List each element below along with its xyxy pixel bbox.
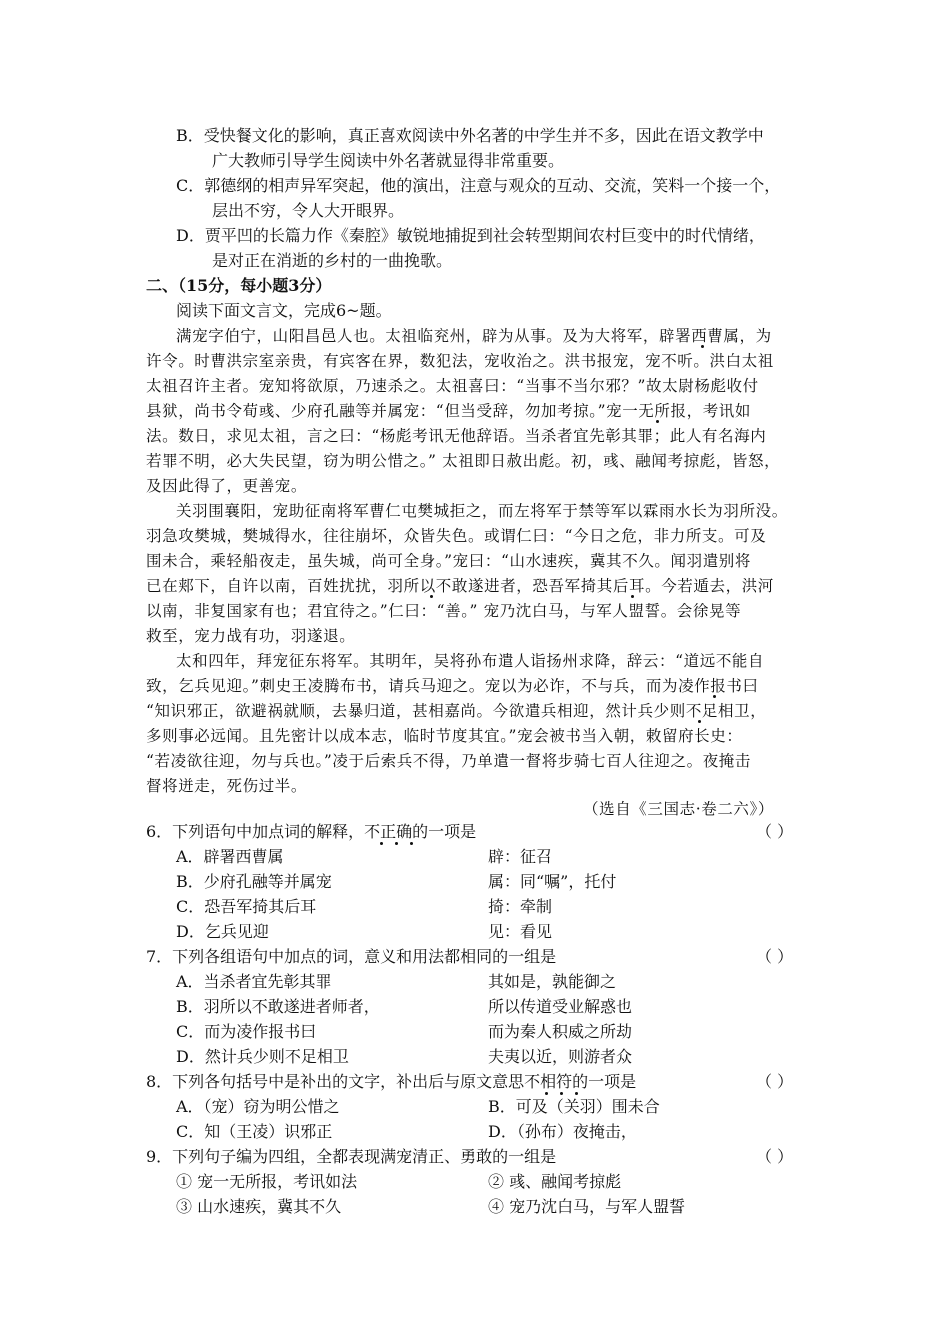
q9-item-1: ① 宠一无所报，考讯如法 [176, 1172, 358, 1191]
passage-line: 救至，宠力战有功，羽遂退。 [146, 627, 356, 645]
option-d-line1: D．贾平凹的长篇力作《秦腔》敏锐地捕捉到社会转型期间农村巨变中的时代情绪， [176, 226, 765, 245]
q7-option-b[interactable]: B．羽所以不敢遂进者师者， [176, 997, 380, 1016]
emphasis-dot [631, 595, 634, 598]
q6-option-c[interactable]: C．恐吾军掎其后耳 [176, 897, 317, 916]
passage-line: 县狱，尚书令荀彧、少府孔融等并属宠：“但当受辞，勿加考掠。”宠一无所报，考讯如 [146, 402, 752, 420]
q6-option-b-gloss: 属：同“嘱”，托付 [488, 872, 617, 891]
question-9-stem: 9．下列句子编为四组，全都表现满宠清正、勇敢的一组是 [146, 1147, 557, 1166]
q9-item-2: ② 彧、融闻考掠彪 [488, 1172, 622, 1191]
passage-line: 督将迸走，死伤过半。 [146, 777, 308, 795]
passage-line: 关羽围襄阳，宠助征南将军曹仁屯樊城拒之，而左将军于禁等军以霖雨水长为羽所没。 [176, 502, 788, 520]
emphasis-dot [656, 420, 659, 423]
q7-option-d[interactable]: D．然计兵少则不足相卫 [176, 1047, 349, 1066]
q7-option-c-compare: 而为秦人积威之所劫 [488, 1022, 633, 1041]
q7-option-a[interactable]: A．当杀者宜先彰其罪 [176, 972, 332, 991]
passage-line: “知识邪正，欲避祸就顺，去暴归道，甚相嘉尚。今欲遣兵相迎，然计兵少则不足相卫， [146, 702, 767, 720]
emphasis-dot [698, 720, 701, 723]
q6-option-a-gloss: 辟：征召 [488, 847, 553, 866]
passage-line: 满宠字伯宁，山阳昌邑人也。太祖临兖州，辟为从事。及为大将军，辟署西曹属，为 [176, 327, 772, 345]
passage-source: （选自《三国志·卷二六》） [583, 800, 774, 818]
emphasis-dot [713, 695, 716, 698]
passage-line: 致，乞兵见迎。”刺史王凌腾布书，请兵马迎之。宠以为必诈，不与兵，而为凌作报书曰 [146, 677, 759, 695]
question-8-stem: 8．下列各句括号中是补出的文字，补出后与原文意思不相符的一项是 [146, 1072, 637, 1091]
passage-line: 多则事必远闻。且先密计以成本志，临时节度其宜。”宠会被书当入朝，敕留府长史： [146, 727, 743, 745]
passage-line: 以南，非复国家有也；君宜待之。”仁曰：“善。” 宠乃沈白马，与军人盟誓。会徐晃等 [146, 602, 742, 620]
passage-line: 若罪不明，必大失民望，窃为明公惜之。” 太祖即日赦出彪。初，彧、融闻考掠彪，皆怒， [146, 452, 781, 470]
passage-line: 已在郏下，自许以南，百姓扰扰，羽所以不敢遂进者，恐吾军掎其后耳。今若遁去，洪河 [146, 577, 774, 595]
q7-option-b-compare: 所以传道受业解惑也 [488, 997, 633, 1016]
question-9-answer-blank[interactable]: （ ） [756, 1147, 794, 1166]
emphasis-dot [430, 595, 433, 598]
q6-option-d-gloss: 见：看见 [488, 922, 553, 941]
question-7-stem: 7．下列各组语句中加点的词，意义和用法都相同的一组是 [146, 947, 557, 966]
q8-option-d[interactable]: D．（孙布）夜掩击， [488, 1122, 637, 1141]
emphasis-dot [395, 842, 398, 845]
q6-option-a[interactable]: A．辟署西曹属 [176, 847, 284, 866]
q9-item-4: ④ 宠乃沈白马，与军人盟誓 [488, 1197, 686, 1216]
q8-option-a[interactable]: A．（宠）窃为明公惜之 [176, 1097, 340, 1116]
passage-line: “若凌欲往迎，勿与兵也。”凌于后索兵不得，乃单遣一督将步骑七百人往迎之。夜掩击 [146, 752, 752, 770]
section-instruction: 阅读下面文言文，完成6~题。 [176, 301, 392, 320]
question-6-answer-blank[interactable]: （ ） [756, 822, 794, 841]
option-c-line1: C．郭德纲的相声异军突起，他的演出，注意与观众的互动、交流，笑料一个接一个， [176, 176, 781, 195]
emphasis-dot [410, 842, 413, 845]
question-8-answer-blank[interactable]: （ ） [756, 1072, 794, 1091]
q8-option-b[interactable]: B．可及（关羽）围未合 [488, 1097, 660, 1116]
option-d-line2: 是对正在消逝的乡村的一曲挽歌。 [212, 251, 453, 270]
passage-line: 许令。时曹洪宗室亲贵，有宾客在界，数犯法，宠收治之。洪书报宠，宠不听。洪白太祖 [146, 352, 774, 370]
emphasis-dot [380, 842, 383, 845]
passage-line: 围未合，乘轻船夜走，虽失城，尚可全身。”宠曰：“山水速疾，冀其不久。闻羽遣别将 [146, 552, 752, 570]
passage-line: 太祖召许主者。宠知将欲原，乃速杀之。太祖喜曰：“当事不当尔邪？”故太尉杨彪收付 [146, 377, 759, 395]
q7-option-d-compare: 夫夷以近，则游者众 [488, 1047, 633, 1066]
q6-option-b[interactable]: B．少府孔融等并属宠 [176, 872, 332, 891]
option-c-line2: 层出不穷，令人大开眼界。 [212, 201, 405, 220]
q7-option-a-compare: 其如是，孰能御之 [488, 972, 617, 991]
question-7-answer-blank[interactable]: （ ） [756, 947, 794, 966]
q6-option-d[interactable]: D．乞兵见迎 [176, 922, 269, 941]
option-b-line1: B．受快餐文化的影响，真正喜欢阅读中外名著的中学生并不多，因此在语文教学中 [176, 126, 764, 145]
passage-line: 太和四年，拜宠征东将军。其明年，吴将孙布遣人诣扬州求降，辞云：“道远不能自 [176, 652, 765, 670]
emphasis-dot [701, 345, 704, 348]
passage-line: 法。数日，求见太祖，言之曰：“杨彪考讯无他辞语。当杀者宜先彰其罪；此人有名海内 [146, 427, 767, 445]
q6-option-c-gloss: 掎：牵制 [488, 897, 553, 916]
q7-option-c[interactable]: C．而为凌作报书曰 [176, 1022, 317, 1041]
section-heading: 二、（15分，每小题3分） [146, 276, 332, 295]
option-b-line2: 广大教师引导学生阅读中外名著就显得非常重要。 [212, 151, 565, 170]
passage-line: 羽急攻樊城，樊城得水，往往崩坏，众皆失色。或谓仁曰：“今日之危，非力所支。可及 [146, 527, 767, 545]
passage-line: 及因此得了，更善宠。 [146, 477, 308, 495]
q8-option-c[interactable]: C．知（王凌）识邪正 [176, 1122, 333, 1141]
q9-item-3: ③ 山水速疾，冀其不久 [176, 1197, 342, 1216]
question-6-stem: 6．下列语句中加点词的解释，不正确的一项是 [146, 822, 477, 841]
